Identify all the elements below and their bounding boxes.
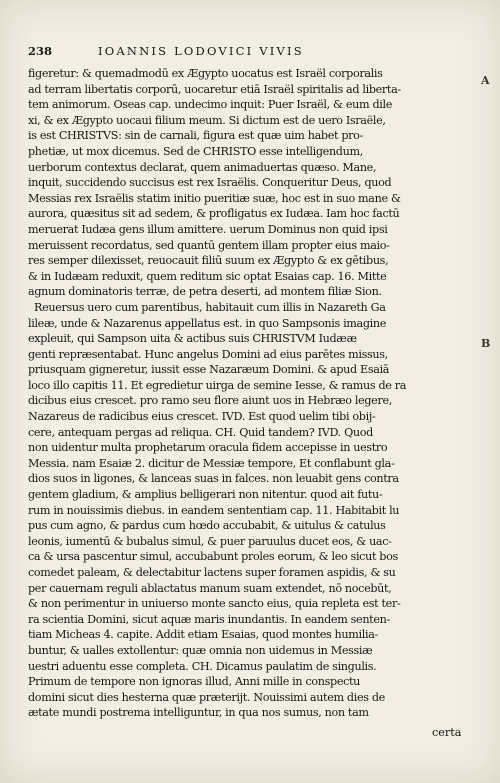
text-line: genti repræsentabat. Hunc angelus Domini ad eius parētes missus, — [28, 347, 388, 361]
catchword: certa — [432, 726, 462, 739]
text-line: is est CHRISTVS: sin de carnali, figura est quæ uim habet pro- — [28, 129, 363, 143]
text-line: uestri aduentu esse completa. CH. Dicamus paulatim de singulis. — [28, 659, 377, 673]
text-line: dicibus eius crescet. pro ramo seu flore aiunt uos in Hebræo legere, — [28, 394, 392, 408]
text-line: ad terram libertatis corporū, uocaretur etiā Israël spiritalis ad liberta- — [28, 82, 401, 96]
text-line: tiam Micheas 4. capite. Addit etiam Esaias, quod montes humilia- — [28, 628, 378, 642]
text-line: meruissent recordatus, sed quantū gentem illam propter eius maio- — [28, 238, 390, 252]
text-line: meruerat Iudæa gens illum amittere. uerum Dominus non quid ipsi — [28, 222, 388, 236]
text-line: Messias rex Israëlis statim initio pueritiæ suæ, hoc est in suo mane & — [28, 191, 401, 205]
text-line: ætate mundi postrema intelliguntur, in qua nos sumus, non tam — [28, 706, 369, 720]
text-line: expleuit, qui Sampson uita & actibus suis CHRISTVM Iudææ — [28, 332, 357, 346]
text-line: res semper dilexisset, reuocauit filiū suum ex Ægypto & ex gētibus, — [28, 254, 389, 268]
text-line: comedet paleam, & delectabitur lactens super foramen aspidis, & su — [28, 566, 396, 579]
text-line: pus cum agno, & pardus cum hœdo accubabit, & uitulus & catulus — [28, 519, 386, 533]
text-line: phetiæ, ut mox dicemus. Sed de CHRISTO esse intelligendum, — [28, 144, 363, 158]
text-line: non uidentur multa prophetarum oracula fidem accepisse in uestro — [28, 441, 388, 455]
text-line: cere, antequam pergas ad reliqua. CH. Quid tandem? IVD. Quod — [28, 425, 373, 439]
text-line: Reuersus uero cum parentibus, habitauit cum illis in Nazareth Ga — [34, 300, 386, 314]
text-line: aurora, quæsitus sit ad sedem, & profligatus ex Iudæa. Iam hoc factū — [28, 207, 400, 221]
text-line: domini sicut dies hesterna quæ præterijt. Nouissimi autem dies de — [28, 690, 385, 704]
folio-number: 238 — [28, 44, 53, 58]
text-line: gentem gladium, & amplius belligerari non nitentur. quod ait futu- — [28, 488, 383, 502]
text-line: priusquam gigneretur, iussit esse Nazaræum Domini. & apud Esaiā — [28, 363, 390, 377]
text-line: Primum de tempore non ignoras illud, Anni mille in conspectu — [28, 675, 361, 689]
text-line: ra scientia Domini, sicut aquæ maris inundantis. In eandem senten- — [28, 612, 390, 626]
text-line: leonis, iumentū & bubalus simul, & puer paruulus ducet eos, & uac- — [28, 534, 392, 548]
text-line: dios suos in ligones, & lanceas suas in falces. non leuabit gens contra — [28, 472, 399, 486]
text-line: Messia. nam Esaiæ 2. dicitur de Messiæ tempore, Et conflabunt gla- — [28, 456, 395, 470]
text-line: ca & ursa pascentur simul, accubabunt proles eorum, & leo sicut bos — [28, 550, 398, 564]
text-line: & non perimentur in uniuerso monte sancto eius, quia repleta est ter- — [28, 597, 401, 611]
marginal-letter-b: B — [481, 337, 491, 350]
page-header — [28, 44, 464, 62]
text-line: figeretur: & quemadmodū ex Ægypto uocatus est Israël corporalis — [28, 67, 383, 80]
text-line: uerborum contextus declarat, quem animaduertas quæso. Mane, — [28, 160, 377, 174]
body-text — [28, 66, 478, 721]
text-line: buntur, & ualles extollentur: quæ omnia non uidemus in Messiæ — [28, 643, 373, 657]
text-line: loco illo capitis 11. Et egredietur uirga de semine Iesse, & ramus de ra — [28, 378, 407, 392]
text-line: rum in nouissimis diebus. in eandem sententiam cap. 11. Habitabit lu — [28, 503, 400, 517]
text-line: agnum dominatoris terræ, de petra deserti, ad montem filiæ Sion. — [28, 285, 382, 299]
text-line: xi, & ex Ægypto uocaui filium meum. Si dictum est de uero Israële, — [28, 113, 386, 127]
text-line: per cauernam reguli ablactatus manum suam extendet, nō nocebūt, — [28, 581, 392, 595]
text-line: & in Iudæam reduxit, quem reditum sic optat Esaias cap. 16. Mitte — [28, 269, 387, 283]
text-line: Nazareus de radicibus eius crescet. IVD. Est quod uelim tibi obij- — [28, 410, 376, 424]
marginal-letter-a: A — [481, 74, 490, 87]
text-line: tem animorum. Oseas cap. undecimo inquit: Puer Israël, & eum dile — [28, 98, 392, 112]
text-line: inquit, succidendo succisus est rex Israëlis. Conqueritur Deus, quod — [28, 176, 392, 190]
text-line: lileæ, unde & Nazarenus appellatus est. in quo Sampsonis imagine — [28, 316, 387, 330]
running-title: IOANNIS LODOVICI VIVIS — [98, 44, 304, 58]
